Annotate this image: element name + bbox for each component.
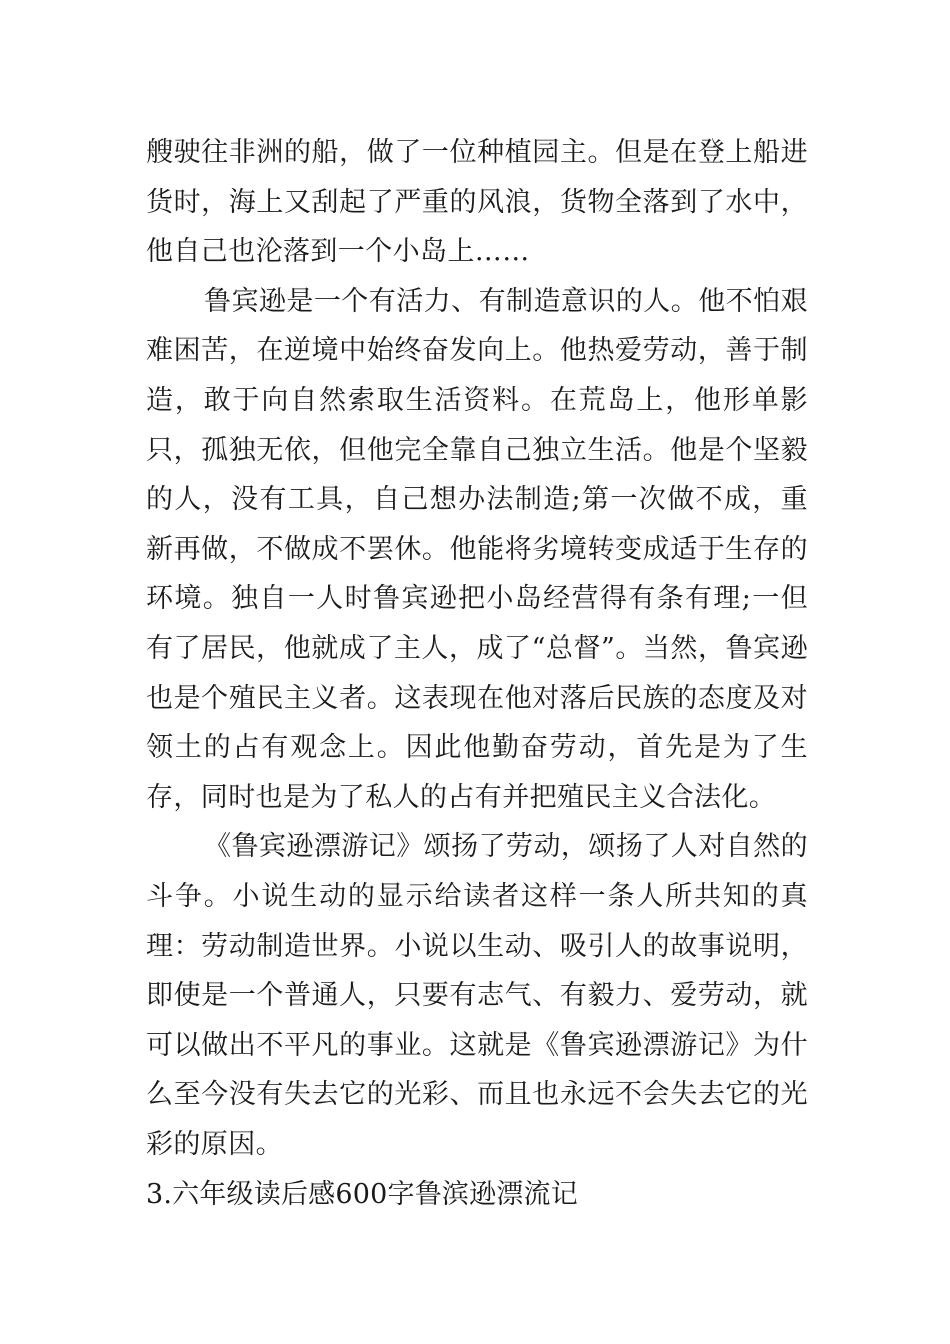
paragraph-2: 鲁宾逊是一个有活力、有制造意识的人。他不怕艰难困苦，在逆境中始终奋发向上。他热爱劳动，善于制造，敢于向自然索取生活资料。在荒岛上，他形单影只，孤独无依，但他完全靠自己独立生活。他是个坚毅的人，没有工具，自己想办法制造;第一次做不成，重新再做，不做成不罢休。他能将劣境转变成适于生存的环境。独自一人时鲁宾逊把小岛经营得有条有理;一但有了居民，他就成了主人，成了“总督”。当然，鲁宾逊也是个殖民主义者。这表现在他对落后民族的态度及对领土的占有观念上。因此他勤奋劳动，首先是为了生存，同时也是为了私人的占有并把殖民主义合法化。 xyxy=(146,285,808,813)
section-heading: 3.六年级读后感600字鲁滨逊漂流记 xyxy=(146,1179,578,1210)
document-body xyxy=(146,128,808,1169)
paragraph-1: 艘驶往非洲的船，做了一位种植园主。但是在登上船进货时，海上又刮起了严重的风浪，货物全落到了水中，他自己也沦落到一个小岛上…… xyxy=(146,137,808,268)
paragraph-3: 《鲁宾逊漂游记》颂扬了劳动，颂扬了人对自然的斗争。小说生动的显示给读者这样一条人所共知的真理：劳动制造世界。小说以生动、吸引人的故事说明，即使是一个普通人，只要有志气、有毅力、爱劳动，就可以做出不平凡的事业。这就是《鲁宾逊漂游记》为什么至今没有失去它的光彩、而且也永远不会失去它的光彩的原因。 xyxy=(146,831,808,1160)
